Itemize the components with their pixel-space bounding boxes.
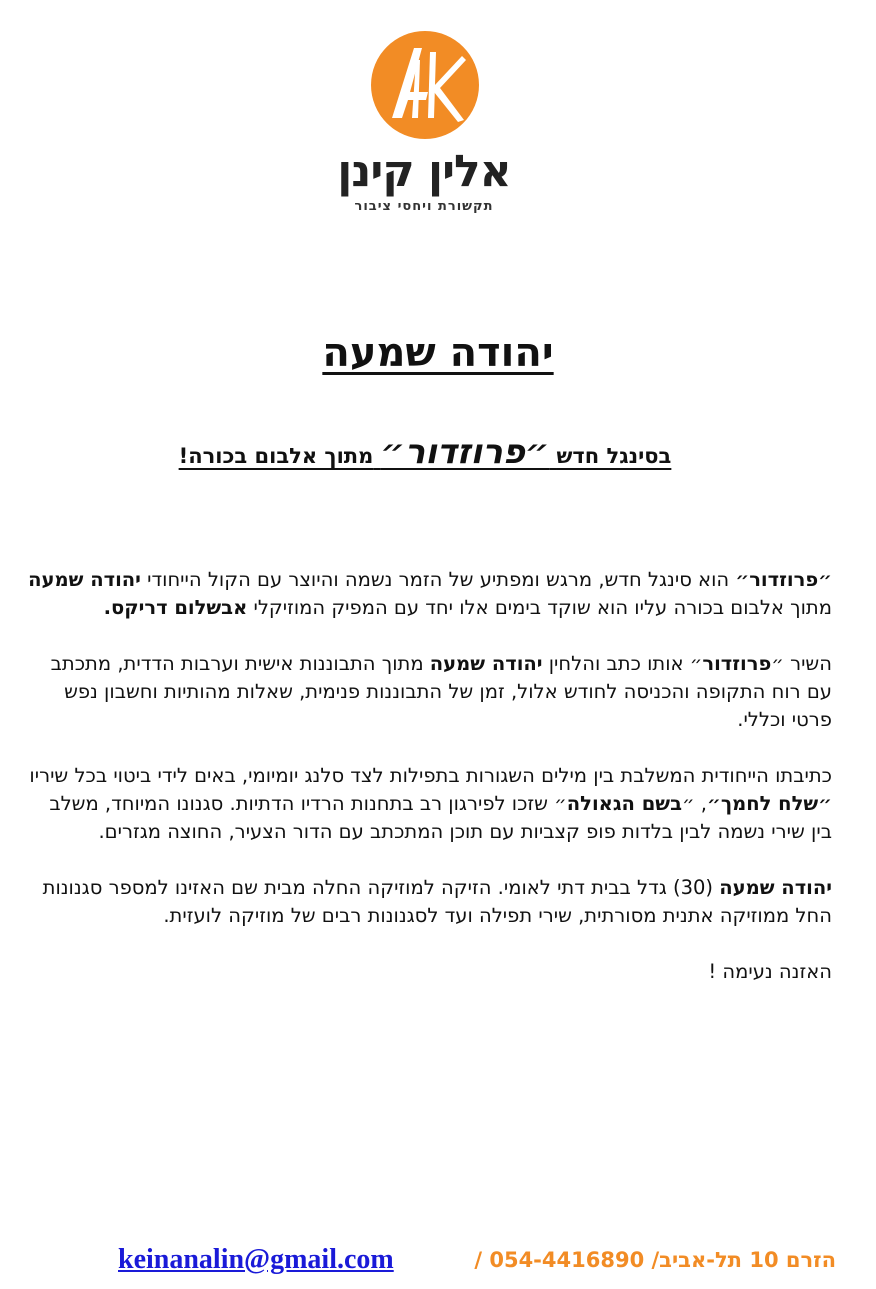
- p3-text-a: כתיבתו הייחודית המשלבת בין מילים השגורות בתפילות לצד סלנג יומיומי, באים לידי ביטוי בכל שיריו: [29, 764, 832, 787]
- p2-artist: יהודה שמעה: [429, 652, 543, 675]
- company-logo: [334, 30, 524, 220]
- subtitle-suffix: מתוך אלבום בכורה!: [178, 444, 374, 468]
- brand-name: אלין קינן: [337, 146, 511, 197]
- p2-song: פרוזדור: [702, 652, 772, 675]
- subtitle-prefix: בסינגל חדש: [556, 444, 672, 468]
- ak-logo-mark: [370, 30, 480, 140]
- p2-text-c: מתוך התבוננות אישית וערבות הדדית, מתכתב עם רוח התקופה והכניסה לחודש אלול, זמן של התבוננות פנימית, שאלות מהותיות וחשבון נפש פרטי וכללי.: [50, 652, 832, 731]
- p1-song: ״פרוזדור״: [735, 568, 832, 591]
- subtitle-song: ״פרוזדור״: [380, 432, 550, 472]
- p1-artist: יהודה שמעה: [28, 568, 141, 591]
- p3-text-c: ״ שזכו לפירגון רב בתחנות הרדיו הדתיות. סגנונו המיוחד, משלב בין שירי נשמה לבין בלדות פופ קצביות עם תוכן המתכתב עם הדור הצעיר, החוצה מגזרים.: [49, 792, 832, 843]
- page-title: [0, 330, 876, 376]
- page-title-text: יהודה שמעה: [322, 330, 554, 376]
- p1-producer: אבשלום דריקס.: [103, 596, 248, 619]
- paragraph-4: [26, 874, 832, 930]
- brand-tagline: תקשורת ויחסי ציבור: [354, 199, 494, 214]
- p2-text-a: השיר ״: [771, 652, 832, 675]
- article-body: [26, 566, 832, 1014]
- paragraph-2: [26, 650, 832, 734]
- subtitle: [0, 432, 850, 472]
- p3-text-b: , ״: [682, 792, 707, 815]
- p4-text: (30) גדל בבית דתי לאומי. הזיקה למוזיקה החלה מבית שם האזינו למספר סגנונות החל ממוזיקה אתנית מסורתית, שירי תפילה ועד לסגנונות רבים של מוזיקה לועזית.: [42, 876, 832, 927]
- p1-text-a: הוא סינגל חדש, מרגש ומפתיע של הזמר נשמה והיוצר עם הקול הייחודי: [140, 568, 736, 591]
- p3-song-1: ״שלח לחמך״: [706, 792, 832, 815]
- subtitle-line: [178, 432, 672, 472]
- closing-line: האזנה נעימה !: [708, 960, 832, 983]
- paragraph-3: [26, 762, 832, 846]
- p3-song-2: בשם הגאולה: [566, 792, 682, 815]
- p1-text-b: מתוך אלבום בכורה עליו הוא שוקד בימים אלו יחד עם המפיק המוזיקלי: [247, 596, 832, 619]
- contact-info: הזרם 10 תל-אביב/ 054-4416890 /: [474, 1248, 836, 1272]
- p2-text-b: ״ אותו כתב והלחין: [542, 652, 703, 675]
- p4-artist: יהודה שמעה: [719, 876, 832, 899]
- email-link[interactable]: keinanalin@gmail.com: [118, 1244, 394, 1275]
- paragraph-1: [26, 566, 832, 622]
